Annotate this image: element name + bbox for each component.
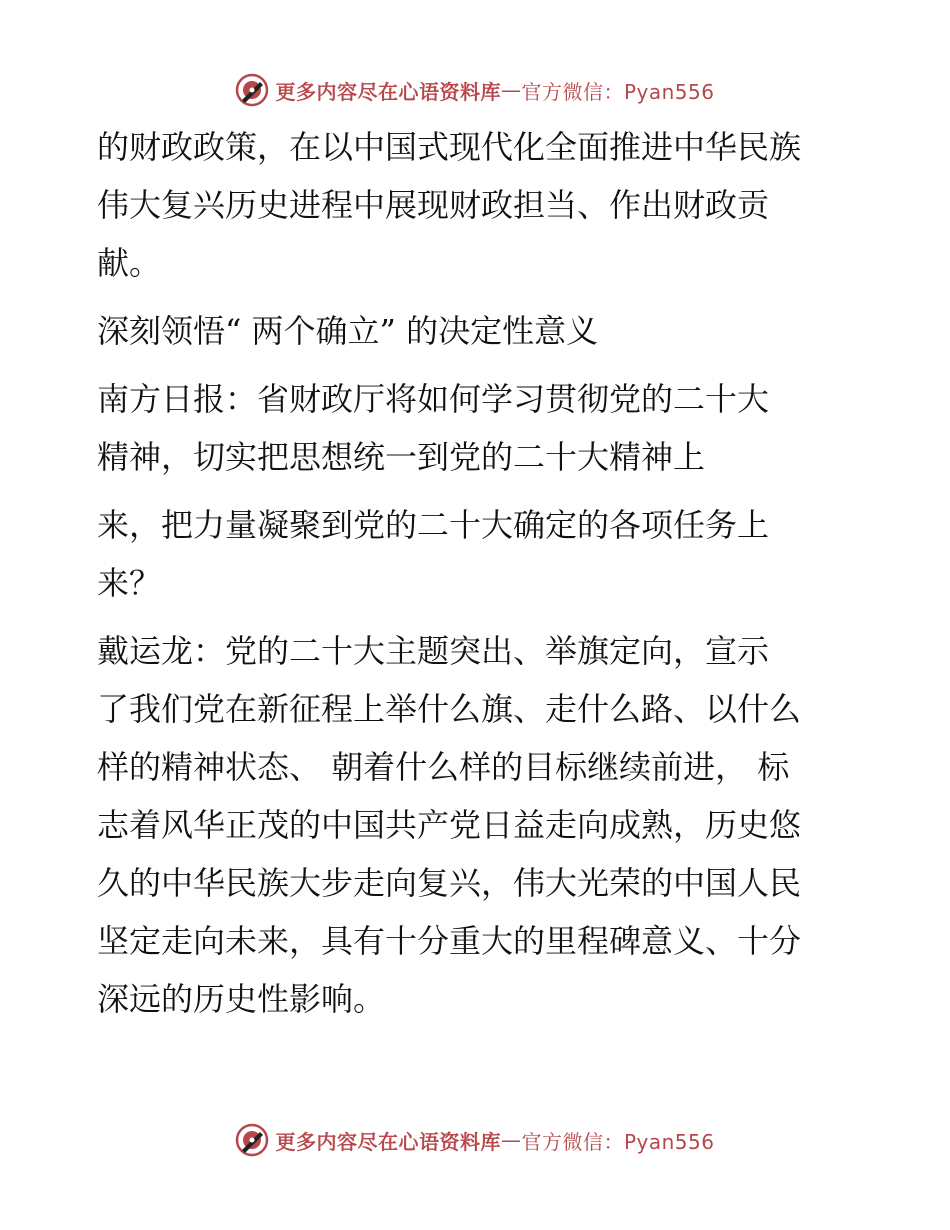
body-line: 伟大复兴历史进程中展现财政担当、作出财政贡: [97, 186, 770, 224]
answer-line: 久的中华民族大步走向复兴，伟大光荣的中国人民: [97, 864, 802, 902]
question-line: 精神，切实把思想统一到党的二十大精神上: [97, 438, 706, 476]
answer-line: 了我们党在新征程上举什么旗、走什么路、以什么: [97, 690, 802, 728]
header-banner-title: 更多内容尽在心语资料库: [275, 79, 501, 104]
answer-line: 戴运龙：党的二十大主题突出、举旗定向，宣示: [97, 632, 770, 670]
header-banner-wechat: 官方微信：Pyan556: [521, 79, 715, 104]
question-line: 来，把力量凝聚到党的二十大确定的各项任务上: [97, 506, 770, 544]
pen-logo-icon: [235, 1123, 269, 1157]
footer-banner-separator: —: [500, 1128, 522, 1152]
answer-line: 坚定走向未来，具有十分重大的里程碑意义、十分: [97, 922, 802, 960]
footer-banner-wechat: 官方微信：Pyan556: [521, 1129, 715, 1154]
pen-logo-icon: [235, 73, 269, 107]
answer-line: 样的精神状态、 朝着什么样的目标继续前进， 标: [97, 748, 790, 786]
section-heading: 深刻领悟“ 两个确立” 的决定性意义: [97, 312, 599, 350]
footer-banner-title: 更多内容尽在心语资料库: [275, 1129, 501, 1154]
page-footer-banner: [0, 1120, 950, 1160]
page-header-banner: [0, 70, 950, 110]
question-line: 来？: [97, 564, 162, 602]
question-line: 南方日报：省财政厅将如何学习贯彻党的二十大: [97, 380, 770, 418]
document-body: [97, 118, 857, 1028]
header-banner-separator: —: [500, 78, 522, 102]
answer-line: 志着风华正茂的中国共产党日益走向成熟，历史悠: [97, 806, 802, 844]
body-line: 的财政政策，在以中国式现代化全面推进中华民族: [97, 128, 802, 166]
answer-line: 深远的历史性影响。: [97, 980, 386, 1018]
body-line: 献。: [97, 244, 162, 282]
